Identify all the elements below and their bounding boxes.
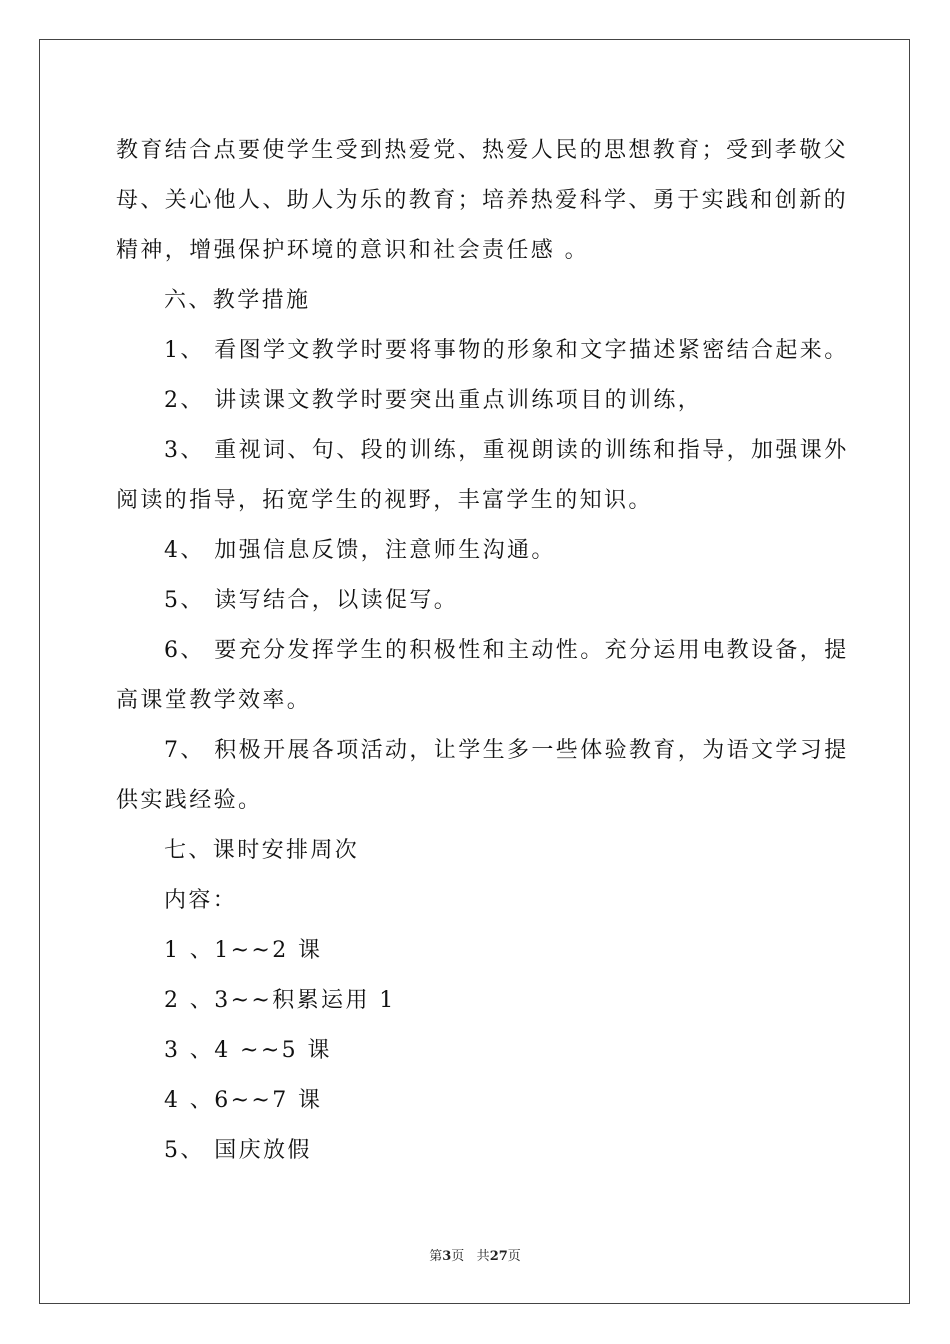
text-line: 母、关心他人、助人为乐的教育；培养热爱科学、勇于实践和创新的 xyxy=(116,188,849,213)
text-line: 精神，增强保护环境的意识和社会责任感 。 xyxy=(116,238,589,263)
page-footer xyxy=(0,1245,950,1264)
current-page-number: 3 xyxy=(442,1249,452,1264)
schedule-item: 3 、4 ~~5 课 xyxy=(164,1038,332,1063)
text-line: 供实践经验。 xyxy=(116,788,263,813)
list-item: 1、 看图学文教学时要将事物的形象和文字描述紧密结合起来。 xyxy=(164,338,849,363)
schedule-item: 5、 国庆放假 xyxy=(164,1138,312,1163)
list-item: 2、 讲读课文教学时要突出重点训练项目的训练， xyxy=(164,388,703,413)
footer-prefix: 第 xyxy=(429,1249,443,1264)
list-item: 7、 积极开展各项活动，让学生多一些体验教育，为语文学习提 xyxy=(164,738,849,763)
section-heading: 七、课时安排周次 xyxy=(164,838,360,863)
list-item: 4、 加强信息反馈，注意师生沟通。 xyxy=(164,538,556,563)
schedule-item: 4 、6~~7 课 xyxy=(164,1088,323,1113)
schedule-item: 1 、1~~2 课 xyxy=(164,938,323,963)
total-page-number: 27 xyxy=(489,1249,508,1264)
footer-page-unit: 页 xyxy=(451,1249,465,1264)
section-heading: 六、教学措施 xyxy=(164,288,311,313)
schedule-item: 2 、3~~积累运用 1 xyxy=(164,988,396,1013)
list-item: 5、 读写结合，以读促写。 xyxy=(164,588,459,613)
text-line: 高课堂教学效率。 xyxy=(116,688,312,713)
document-body xyxy=(116,126,849,1176)
footer-total-prefix: 共 xyxy=(476,1249,490,1264)
list-item: 6、 要充分发挥学生的积极性和主动性。充分运用电教设备，提 xyxy=(164,638,849,663)
text-line: 内容： xyxy=(164,888,238,913)
text-line: 教育结合点要使学生受到热爱党、热爱人民的思想教育；受到孝敬父 xyxy=(116,138,849,163)
footer-total-unit: 页 xyxy=(507,1249,521,1264)
list-item: 3、 重视词、句、段的训练，重视朗读的训练和指导，加强课外 xyxy=(164,438,849,463)
text-line: 阅读的指导，拓宽学生的视野，丰富学生的知识。 xyxy=(116,488,653,513)
